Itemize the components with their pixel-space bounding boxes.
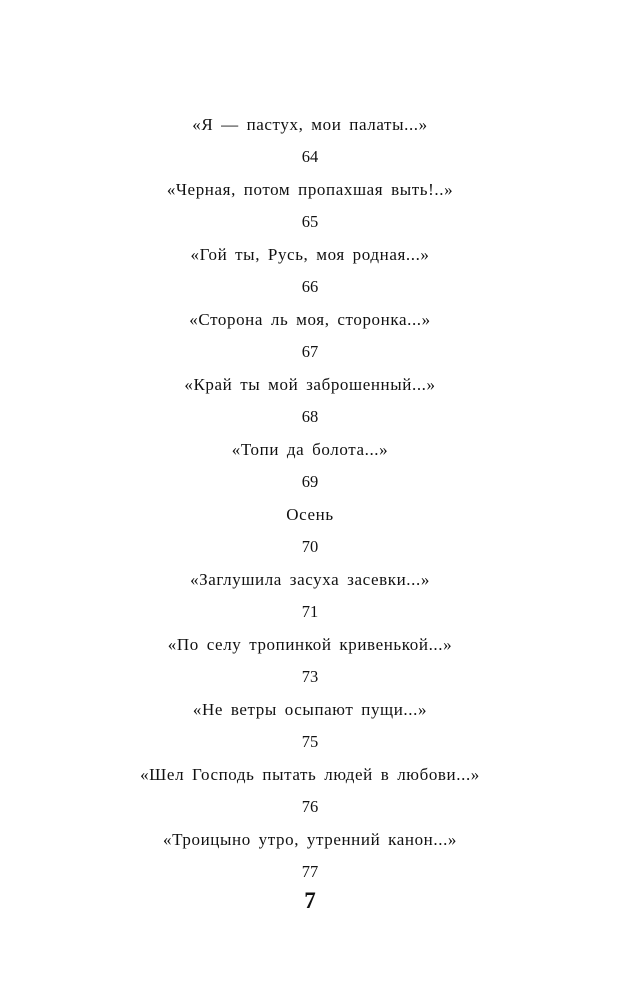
toc-entry-title: Осень bbox=[286, 505, 334, 524]
toc-entry-title: «Троицыно утро, утренний канон...» bbox=[162, 830, 458, 849]
toc-entry-title: «По селу тропинкой кривенькой...» bbox=[167, 635, 453, 654]
toc-entry bbox=[0, 438, 620, 503]
toc-entry bbox=[0, 503, 620, 568]
toc-entry-page: 75 bbox=[301, 732, 319, 751]
toc-entry-title: «Черная, потом пропахшая выть!..» bbox=[166, 180, 454, 199]
toc-entry-page: 69 bbox=[301, 472, 319, 491]
toc-entry-page: 73 bbox=[301, 667, 319, 686]
toc-entry-page: 76 bbox=[301, 797, 319, 816]
table-of-contents bbox=[0, 113, 620, 893]
toc-entry bbox=[0, 698, 620, 763]
toc-entry-page: 64 bbox=[301, 147, 319, 166]
toc-entry bbox=[0, 243, 620, 308]
toc-entry-title: «Заглушила засуха засевки...» bbox=[190, 570, 430, 589]
toc-entry-title: «Не ветры осыпают пущи...» bbox=[192, 700, 428, 719]
toc-entry-title: «Я — пастух, мои палаты...» bbox=[192, 115, 428, 134]
toc-entry bbox=[0, 308, 620, 373]
toc-entry-page: 71 bbox=[301, 602, 319, 621]
toc-entry-title: «Сторона ль моя, сторонка...» bbox=[189, 310, 431, 329]
toc-entry-page: 66 bbox=[301, 277, 319, 296]
toc-entry-title: «Край ты мой заброшенный...» bbox=[184, 375, 436, 394]
toc-entry-title: «Гой ты, Русь, моя родная...» bbox=[190, 245, 430, 264]
toc-entry bbox=[0, 113, 620, 178]
toc-entry bbox=[0, 828, 620, 893]
toc-entry-page: 68 bbox=[301, 407, 319, 426]
toc-entry bbox=[0, 373, 620, 438]
toc-entry-page: 70 bbox=[301, 537, 319, 556]
toc-entry bbox=[0, 633, 620, 698]
toc-entry bbox=[0, 763, 620, 828]
toc-entry-title: «Шел Господь пытать людей в любови...» bbox=[140, 765, 480, 784]
page-number: 7 bbox=[304, 888, 316, 913]
toc-entry-page: 77 bbox=[301, 862, 319, 881]
toc-entry bbox=[0, 178, 620, 243]
toc-entry-page: 67 bbox=[301, 342, 319, 361]
toc-entry bbox=[0, 568, 620, 633]
toc-entry-page: 65 bbox=[301, 212, 319, 231]
toc-entry-title: «Топи да болота...» bbox=[231, 440, 389, 459]
